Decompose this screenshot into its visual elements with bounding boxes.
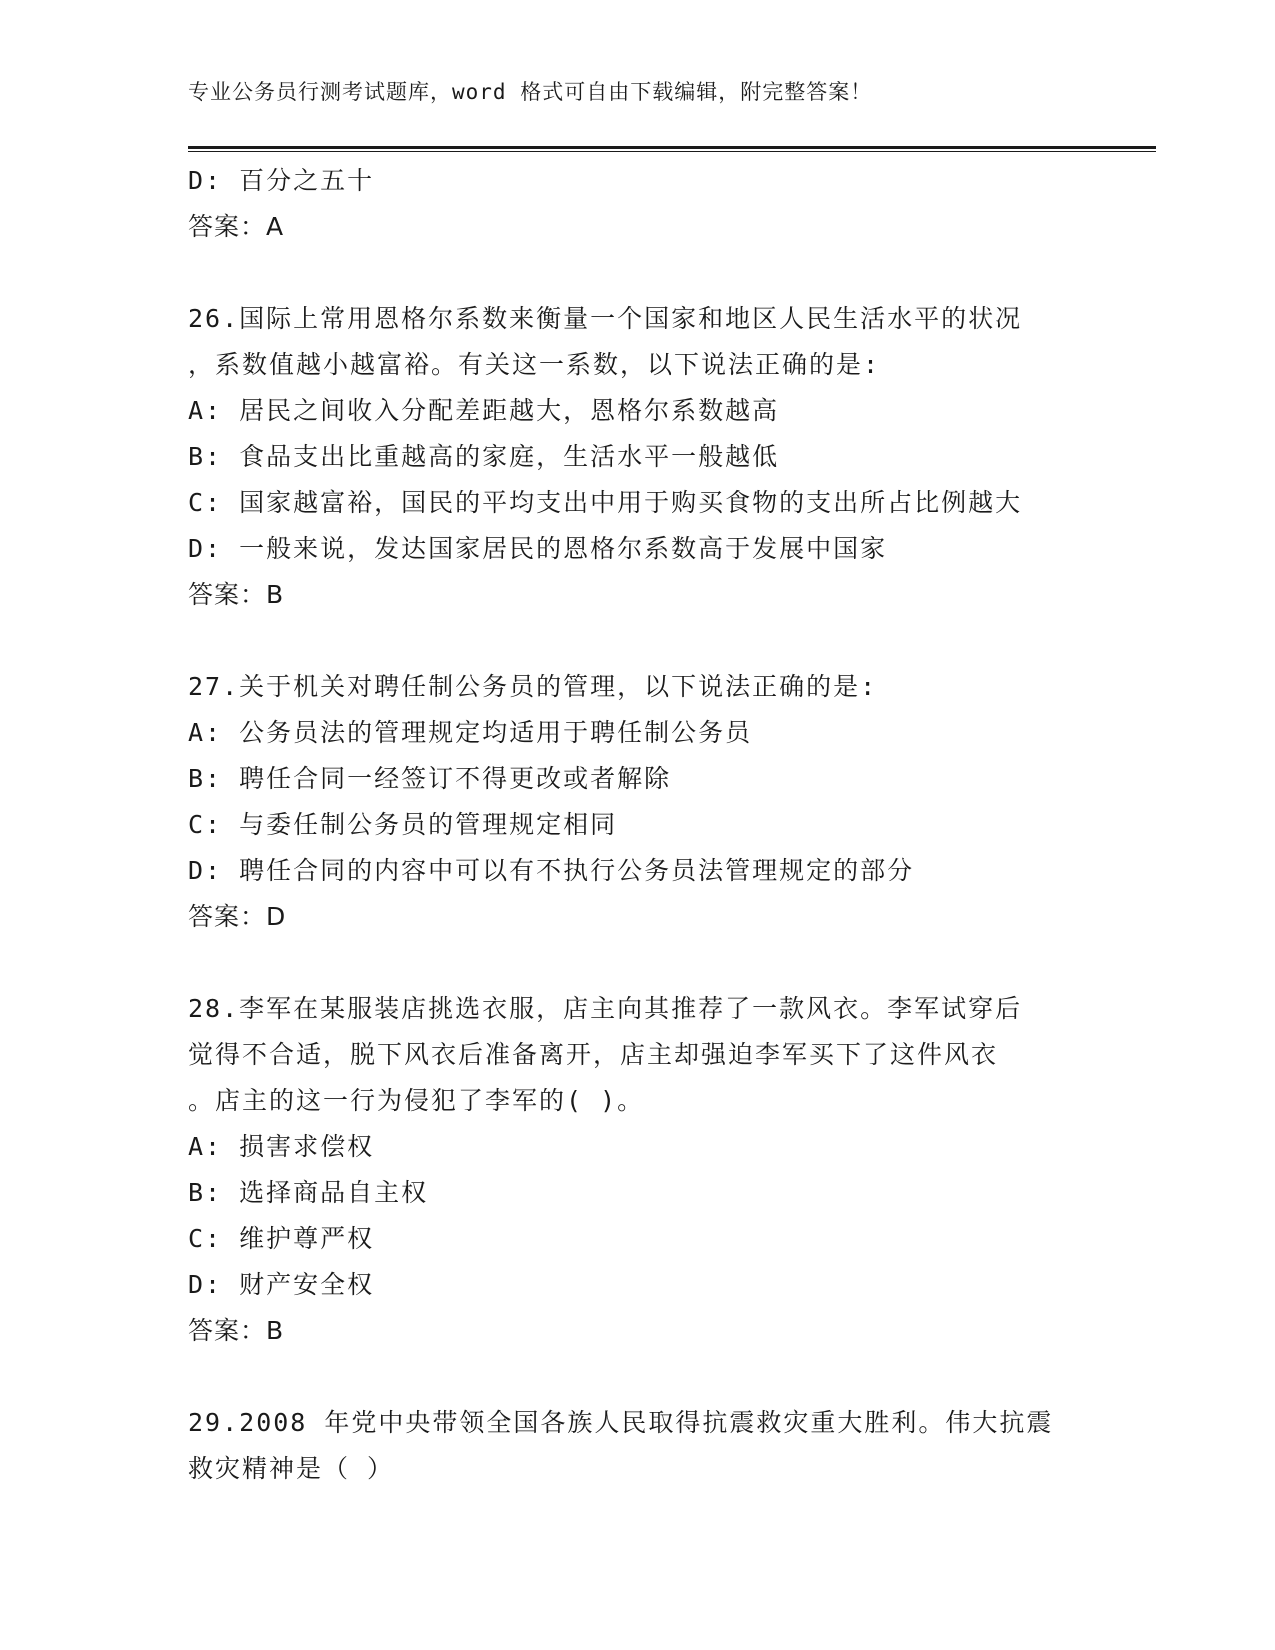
blank-line [188,618,1088,664]
page-header: 专业公务员行测考试题库，word 格式可自由下载编辑，附完整答案！ [188,80,873,104]
option-line: C: 维护尊严权 [188,1224,375,1253]
option-line: C: 国家越富裕，国民的平均支出中用于购买食物的支出所占比例越大 [188,488,1023,517]
question-line: 28.李军在某服装店挑选衣服，店主向其推荐了一款风衣。李军试穿后 [188,994,1023,1023]
question-line: 29.2008 年党中央带领全国各族人民取得抗震救灾重大胜利。伟大抗震 [188,1408,1054,1437]
option-line: B: 聘任合同一经签订不得更改或者解除 [188,764,672,793]
question-line: 觉得不合适，脱下风衣后准备离开，店主却强迫李军买下了这件风衣 [188,1040,999,1069]
question-line: 。店主的这一行为侵犯了李军的( )。 [188,1086,645,1115]
answer-line: 答案：D [188,902,287,931]
header-rule-thick [188,146,1156,149]
option-line: D: 聘任合同的内容中可以有不执行公务员法管理规定的部分 [188,856,915,885]
blank-line [188,940,1088,986]
answer-line: 答案：B [188,1316,285,1345]
option-line: B: 选择商品自主权 [188,1178,429,1207]
answer-line: 答案：B [188,580,285,609]
option-line: A: 居民之间收入分配差距越大，恩格尔系数越高 [188,396,780,425]
option-line: A: 损害求偿权 [188,1132,375,1161]
blank-line [188,1354,1088,1400]
answer-line: 答案：A [188,212,285,241]
header-rule-thin [188,151,1156,152]
option-line: B: 食品支出比重越高的家庭，生活水平一般越低 [188,442,780,471]
option-line: C: 与委任制公务员的管理规定相同 [188,810,618,839]
question-line: 26.国际上常用恩格尔系数来衡量一个国家和地区人民生活水平的状况 [188,304,1023,333]
question-line: ，系数值越小越富裕。有关这一系数，以下说法正确的是: [188,350,881,379]
question-line: 救灾精神是（ ） [188,1454,395,1483]
option-line: A: 公务员法的管理规定均适用于聘任制公务员 [188,718,753,747]
option-line: D: 百分之五十 [188,166,375,195]
option-line: D: 财产安全权 [188,1270,375,1299]
question-line: 27.关于机关对聘任制公务员的管理，以下说法正确的是: [188,672,878,701]
question-content [188,158,1088,1492]
blank-line [188,250,1088,296]
option-line: D: 一般来说，发达国家居民的恩格尔系数高于发展中国家 [188,534,888,563]
